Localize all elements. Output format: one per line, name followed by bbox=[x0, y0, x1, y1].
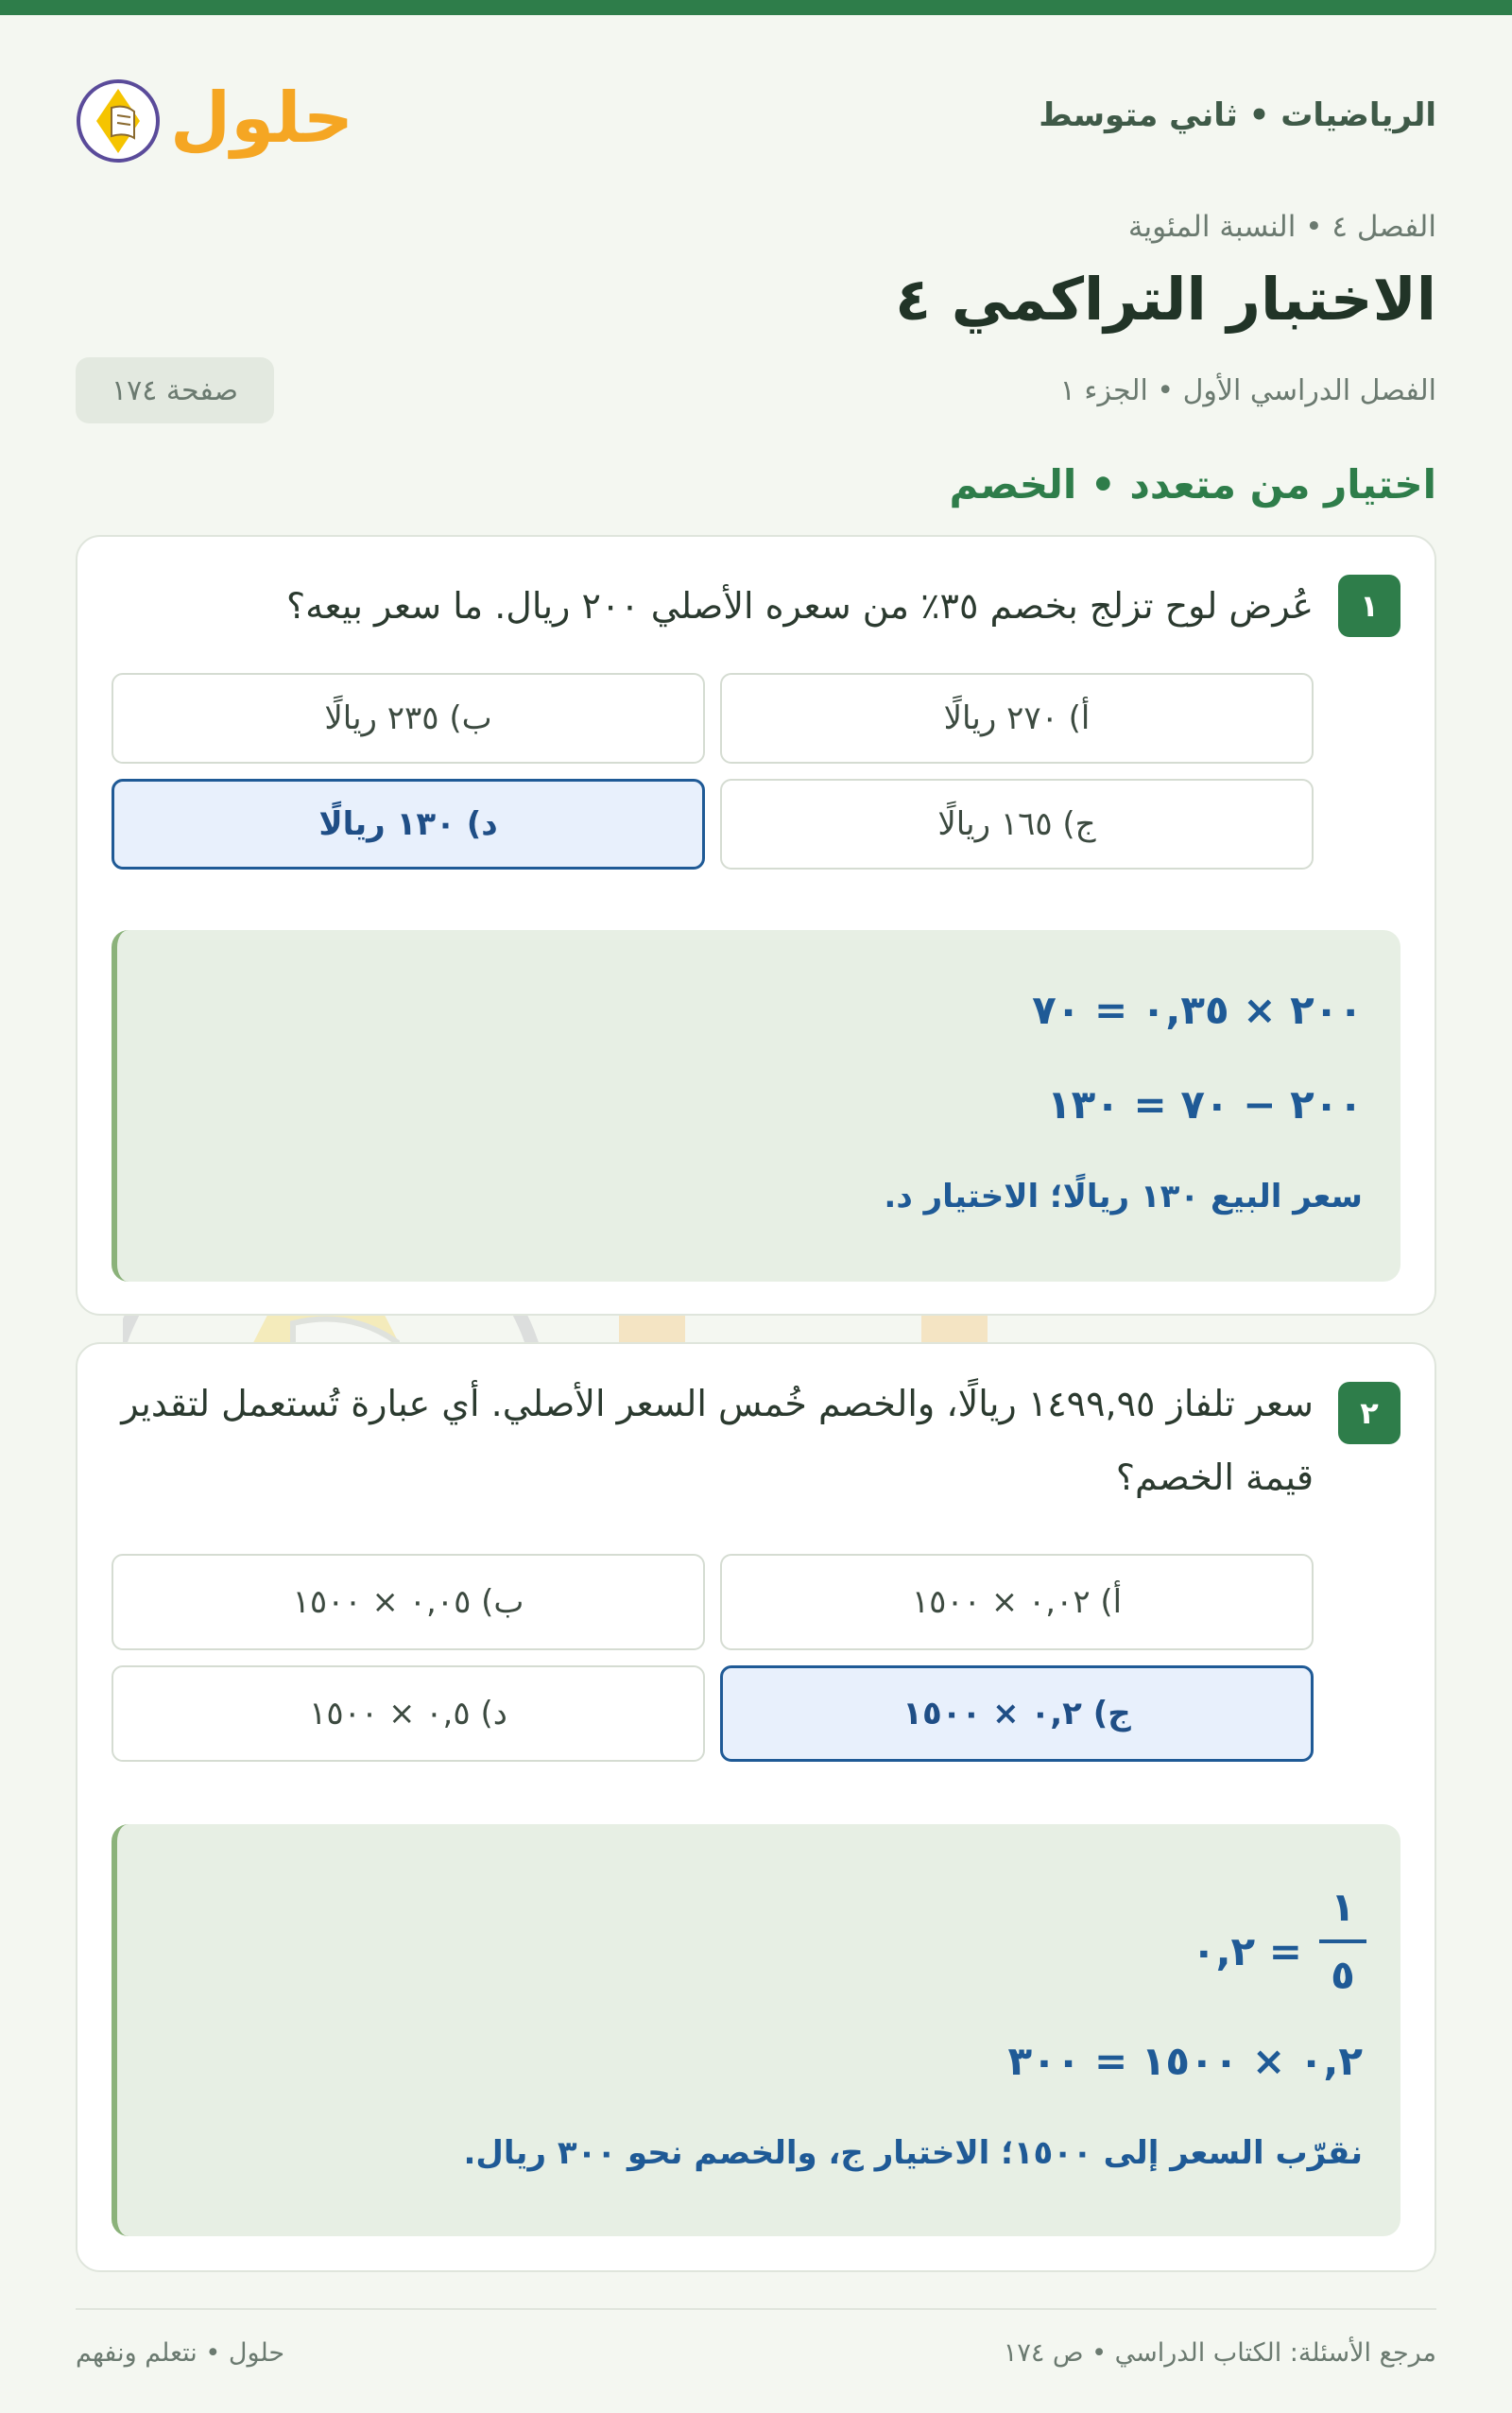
option-c-correct[interactable]: ج) ٠,٢ × ١٥٠٠ bbox=[720, 1665, 1314, 1762]
option-a[interactable]: أ) ٢٧٠ ريالًا bbox=[720, 673, 1314, 764]
option-c[interactable]: ج) ١٦٥ ريالًا bbox=[720, 779, 1314, 870]
question-number-badge: ٢ bbox=[1338, 1382, 1400, 1444]
solution-box bbox=[112, 930, 1400, 1282]
fraction-denominator: ٥ bbox=[1331, 1952, 1355, 1998]
semester-label: الفصل الدراسي الأول • الجزء ١ bbox=[1059, 374, 1436, 407]
question-text: عُرض لوح تزلج بخصم ٣٥٪ من سعره الأصلي ٢٠٠ ريال. ما سعر بيعه؟ bbox=[285, 585, 1314, 627]
breadcrumb: الفصل ٤ • النسبة المئوية bbox=[1127, 210, 1436, 244]
fraction-result: = ٠,٢ bbox=[1191, 1928, 1302, 1974]
option-b[interactable]: ب) ٢٣٥ ريالًا bbox=[112, 673, 705, 764]
solution-box bbox=[112, 1824, 1400, 2236]
solution-step-2: ٢٠٠ − ٧٠ = ١٣٠ bbox=[1047, 1081, 1363, 1128]
question-number-badge: ١ bbox=[1338, 575, 1400, 637]
question-card-2 bbox=[76, 1342, 1436, 2272]
hulul-logo[interactable] bbox=[76, 57, 354, 170]
solution-note: سعر البيع ١٣٠ ريالًا؛ الاختيار د. bbox=[884, 1178, 1363, 1215]
option-d[interactable]: د) ٠,٥ × ١٥٠٠ bbox=[112, 1665, 705, 1762]
logo-wordmark: حلول bbox=[170, 78, 354, 159]
page-header bbox=[76, 57, 1436, 170]
question-text: سعر تلفاز ١٤٩٩,٩٥ ريالًا، والخصم خُمس السعر الأصلي. أي عبارة تُستعمل لتقدير قيمة الخصم؟ bbox=[121, 1383, 1314, 1498]
page-title: الاختبار التراكمي ٤ bbox=[895, 265, 1436, 334]
option-d-correct[interactable]: د) ١٣٠ ريالًا bbox=[112, 779, 705, 870]
footer-divider bbox=[76, 2308, 1436, 2310]
option-b[interactable]: ب) ٠,٠٥ × ١٥٠٠ bbox=[112, 1554, 705, 1650]
option-a[interactable]: أ) ٠,٠٢ × ١٥٠٠ bbox=[720, 1554, 1314, 1650]
footer-reference: مرجع الأسئلة: الكتاب الدراسي • ص ١٧٤ bbox=[1003, 2338, 1436, 2368]
page-number-badge: صفحة ١٧٤ bbox=[76, 357, 274, 423]
top-accent-bar bbox=[0, 0, 1512, 15]
fraction-numerator: ١ bbox=[1331, 1884, 1355, 1930]
fraction-one-fifth bbox=[1319, 1881, 1366, 2002]
solution-note: نقرّب السعر إلى ١٥٠٠؛ الاختيار ج، والخصم نحو ٣٠٠ ريال. bbox=[463, 2134, 1363, 2172]
section-title: اختيار من متعدد • الخصم bbox=[949, 461, 1436, 508]
footer-brand: حلول • نتعلم ونفهم bbox=[76, 2338, 285, 2368]
solution-step-2: ٠,٢ × ١٥٠٠ = ٣٠٠ bbox=[1007, 2038, 1363, 2084]
subject-label: الرياضيات • ثاني متوسط bbox=[1039, 96, 1436, 134]
solution-step-1: ٢٠٠ × ٠,٣٥ = ٧٠ bbox=[1032, 987, 1363, 1033]
fraction-bar bbox=[1319, 1939, 1366, 1943]
question-card-1 bbox=[76, 535, 1436, 1316]
